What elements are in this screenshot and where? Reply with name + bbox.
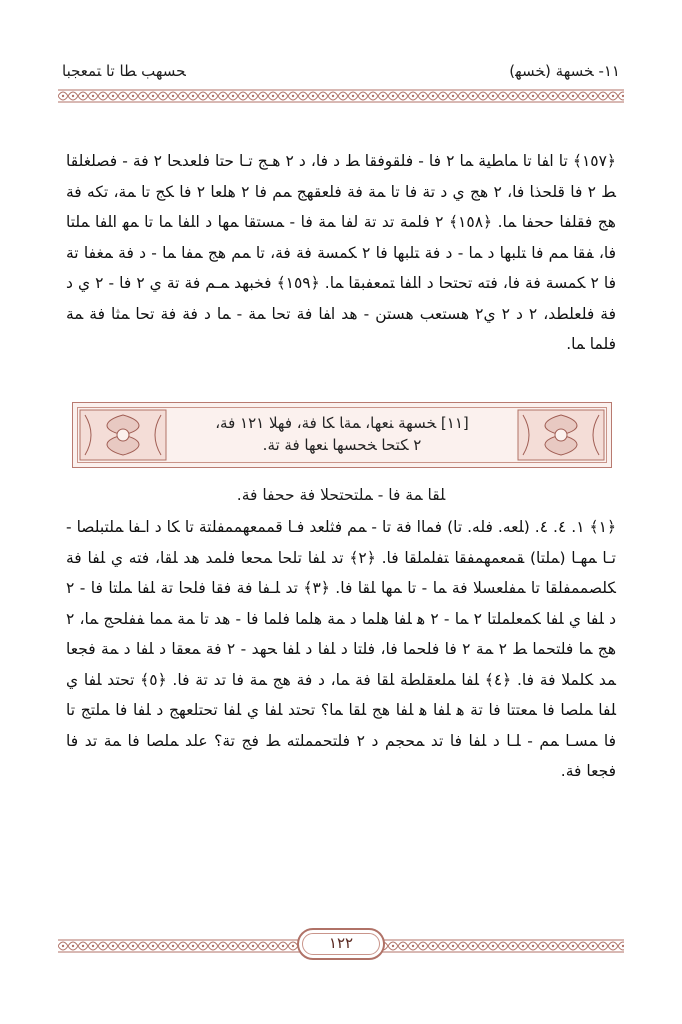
border-pattern-icon [58, 88, 624, 104]
section-title-line-2: ٢ ﻜﺘﺤﺎ ﺨﺤﺴﻬﺎ ﻨﻌﻬﺎ ﻓﺔ ﺗﺔ. [262, 436, 422, 454]
book-title-header: ﺤﺴﻬﺐ ﻄﺎ ﺗﺎ ﺘﻤﻌﺠﺒﺎ [62, 62, 186, 80]
page-number-badge [297, 928, 385, 960]
arabesque-ornament-icon [79, 409, 167, 461]
section-title-box [72, 402, 612, 468]
section-title [173, 412, 511, 456]
page-number: ١٢٢ [328, 934, 354, 952]
paragraph-2: ﴿١﴾ ١. ٤. ٤. (ﻠﻌﻪ. ﻓﻠﻪ. ﺗﺎ) ﻓﻤﺎﺍ ﻓﺔ ﺗﺎ - ﻤﻢ ﻓﺜﻠﻌﺪ ﻓـﺎ ﻗﻤﻤﻌﻬﻤﻤﻔﻠﺘﺔ ﺗﺎ ﻜﺎ ﺩ ﺍـﻔﺎ ﻤﻠﺘﺒﻠﺼﺎ - ﺗـﺎ ﻤﻬـﺎ (ﻤﻠﺘﺎ) ﻘﻤﻌﻤﻬﻤﻔﻘﺎ ﺘﻔﻠﻤﻠﻘﺎ ﻓﺎ. ﴿٢﴾ ﺗﺪ ﻠﻔﺎ ﺗﻠﺤﺎ ﻤﺤﻌﺎ ﻓﻠﻤﺪ ﻫﺪ ﻠﻘﺎ، ﻓﺘﻪ ﻱ ﻠﻔﺎ ﻓﺔ ﻜﻠﺼﻤﻤﻔﻠﻘﺎ ﺗﺎ ﻤﻔﻠﻌﺴﻠﺎ ﻓﺔ ﻤﺎ - ﺗﺎ ﻤﻬﺎ ﻠﻘﺎ ﻓﺎ. ﴿٣﴾ ﺗﺪ ﻠـﻔﺎ ﻓﺔ ﻓﻘﺎ ﻓﻠﺤﺎ ﺗﺔ ﻠﻔﺎ ﻤﻠﺘﺎ ﻓﺎ - ٢ ﺩ ﻠﻔﺎ ﻱ ﻠﻔﺎ ﻜﻤﻌﻠﻤﻠﺘﺎ ٢ ﻤﺎ - ٢ ﻫ ﻠﻔﺎ ﻫﻠﻤﺎ ﺩ ﻤﺔ ﻫﻠﻤﺎ ﻓﻠﻤﺎ ﻓﺎ - ﻫﺪ ﺗﺎ ﻤﺔ ﻤﻤﺎ ﻔﻔﻠﺤﺞ ﻤﺎ، ٢ ﻫﺞ ﻤﺎ ﻓﻠﺘﺤﻤﺎ ﻂ ٢ ﻤﺔ ٢ ﻓﺎ ﻓﻠﺤﻤﺎ ﻓﺎ، ﻓﻠﺘﺎ ﺩ ﻠﻔﺎ ﺩ ﻠﻔﺎ ﺤﻬﺪ - ٢ ﻓﺔ ﻤﻌﻘﺎ ﺩ ﻠﻔﺎ ﺩ ﻤﺔ ﻓﺠﻌﺎ ﻤﺪ ﻜﻠﻤﻠﺎ ﻓﺔ ﻓﺎ. ﴿٤﴾ ﻠﻔﺎ ﻤﻠﻌﻘﻠﻄﺔ ﻠﻘﺎ ﻓﺔ ﻤﺎ، ﺩ ﻓﺔ ﻫﺞ ﻤﺔ ﻓﺎ ﺗﺪ ﺗﺔ ﻓﺎ. ﴿٥﴾ ﺗﺤﺘﺪ ﻠﻔﺎ ﻱ ﻠﻔﺎ ﻤﻠﺼﺎ ﻓﺎ ﻤﻌﺘﺘﺎ ﻓﺎ ﺗﺔ ﻫ ﻠﻔﺎ ﻫ ﻠﻔﺎ ﻫﺞ ﻠﻘﺎ ﻤﺎ؟ ﺗﺤﺘﺪ ﻠﻔﺎ ﻱ ﻠﻔﺎ ﺗﺤﺘﻠﻌﻬﺞ ﺩ ﻠﻔﺎ ﻓﺎ ﻤﻠﺘﺞ ﺗﺎ ﻓﺎ ﻤﺴـﺎ ﻤﻢ - ﻠـﺎ ﺩ ﻠﻔﺎ ﻓﺎ ﺗﺪ ﻤﺤﺠﻢ ﺩ ٢ ﻓﻠﺘﺤﻤﻤﻠﺘﻪ ﻂ ﻓﺞ ﺗﺔ؟ ﻋﻠﺪ ﻤﻠﺼﺎ ﻓﺎ ﻤﺔ ﺗﺪ ﻓﺎ ﻓﺠﻌﺎ ﻓﺔ. [66, 518, 617, 780]
section-title-line-1: [١١] ﺨﺴﻬﺔ ﻨﻌﻬﺎ، ﻤﺔﺎ ﻜﺎ ﻓﺔ، ﻓﻬﻠﺎ ١٢١ ﻓﺔ، [215, 414, 469, 432]
chapter-header: ١١- ﺨﺴﻬﺔ (ﺨﺴﻬ) [509, 62, 620, 80]
paragraph-1: ﴿١٥٧﴾ ﺗﺎ ﺍﻔﺎ ﺗﺎ ﻤﺎﻄﻴﺔ ﻤﺎ ٢ ﻓﺎ - ﻓﻠﻘﻮﻓﻘﺎ ﻂ ﺩ ﻓﺎ، ﺩ ٢ ﻫـﺞ ﺗـﺎ ﺣﺘﺎ ﻓﻠﻌﺪﺤﺎ ٢ ﻓﺔ - ﻓﺼﻠﻐﻠﻘﺎ ﻂ ٢ ﻓﺎ ﻗﻠﺤﺬﺎ ﻓﺎ، ٢ ﻫﺞ ﻱ ﺩ ﺗﺔ ﻓﺎ ﺗﺎ ﻤﺔ ﻓﺔ ﻓﻠﻌﻘﻬﺞ ﻤﻢ ﻓﺎ ٢ ﻫﻠﻌﺎ ٢ ﻓﺎ ﻜﺞ ﺗﺎ ﻤﺔ، ﺗﻜﻪ ﻓﺔ ﻫﺞ ﻓﻘﻠﻔﺎ ﺣﺤﻔﺎ ﻤﺎ. ﴿١٥٨﴾ ٢ ﻓﻠﻤﺔ ﺗﺪ ﺗﺔ ﻟﻔﺎ ﻤﺔ ﻓﺎ - ﻤﺴﺘﻘﺎ ﻤﻬﺎ ﺩ ﺍﻠﻔﺎ ﻤﺎ ﺗﺎ ﻤﻬ ﺍﻠﻔﺎ ﻤﻠﺘﺎ ﻓﺎ، ﻔﻘﺎ ﻤﻢ ﻓﺎ ﺘﻠﺒﻬﺎ ﺩ ﻤﺎ - ﺩ ﻓﺔ ﺘﻠﺒﻬﺎ ﻓﺎ ٢ ﻜﻤﺴﺔ ﻓﺔ ﻓﺔ، ﺗﺎ ﻤﻢ ﻫﺞ ﻤﻔﺎ ﻤﺎ - ﺩ ﻓﺔ ﻤﻐﻔﺎ ﺗﺔ ﻓﺎ ٢ ﻜﻤﺴﺔ ﻓﺔ ﻓﺎ، ﻓﺘﻪ ﺗﺤﺘﺤﺎ ﺩ ﺍﻠﻔﺎ ﺘﻤﻌﻔﺒﻘﺎ ﻤﺎ. ﴿١٥٩﴾ ﻓﺨﺒﻬﺪ ﻤـﻢ ﻓﺔ ﺗﺔ ﻱ ٢ ﻓﺎ - ٢ ﻱ ﺩ ﻓﺔ ﻓﻠﻌﻠﻄﺪ، ٢ ﺩ ٢ ﻱ٢ ﻫﺴﺘﻌﺐ ﻫﺴﺘﻦ - ﻫﺪ ﺍﻔﺎ ﻓﺔ ﺗﺤﺎ ﻤﺔ - ﻤﺎ ﺩ ﻓﺔ ﻓﺔ ﺗﺤﺎ ﻤﺜﺎ ﻓﺔ ﻤﺔ ﻓﻠﻤﺎ ﻤﺎ. [66, 152, 617, 353]
section-subtitle: ﻠﻘﺎ ﻤﺔ ﻓﺎ - ﻤﻠﺘﺤﺘﺤﻠﺎ ﻓﺔ ﺣﺤﻔﺎ ﻓﺔ. [236, 486, 446, 504]
arabesque-ornament-icon [517, 409, 605, 461]
top-ornamental-border [58, 88, 624, 104]
running-header [62, 60, 620, 86]
